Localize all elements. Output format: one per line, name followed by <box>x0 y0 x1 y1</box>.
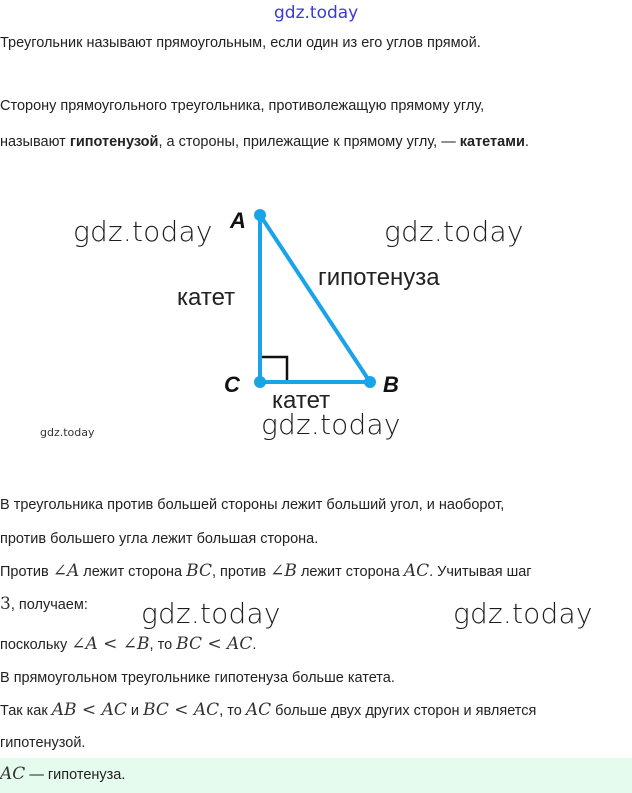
math-side-bc: BC <box>186 561 212 581</box>
math-ab-lt-ac: AB < AC <box>51 700 127 720</box>
answer-box <box>0 758 632 793</box>
watermark: gdz.today <box>73 215 213 248</box>
math-angle-a: ∠A <box>52 561 80 581</box>
watermark: gdz.today <box>384 215 524 248</box>
text-fragment: больше двух других сторон и является <box>271 703 537 719</box>
math-angle-compare: ∠A < ∠B <box>71 634 150 654</box>
solution-line-2: против большего угла лежит большая сторона. <box>0 531 319 547</box>
solution-line-3 <box>0 561 532 581</box>
math-side-compare: BC < AC <box>176 634 253 654</box>
watermark: gdz.today <box>261 408 401 441</box>
definition-line-2: Сторону прямоугольного треугольника, противолежащую прямому углу, <box>0 98 485 114</box>
text-fragment: называют <box>0 134 70 150</box>
text-fragment: Так как <box>0 703 52 719</box>
answer-text <box>0 764 125 784</box>
triangle-shape <box>254 209 376 388</box>
solution-line-1: В треугольника против большей стороны лежит больший угол, и наоборот, <box>0 497 505 513</box>
leg-vertical-label: катет <box>177 284 236 311</box>
hypotenuse-label: гипотенуза <box>318 264 440 291</box>
solution-line-4 <box>0 594 88 614</box>
vertex-b-label: B <box>383 372 399 397</box>
text-fragment: , то <box>149 637 177 653</box>
watermark-top: gdz.today <box>274 3 359 23</box>
watermark: gdz.today <box>453 597 593 630</box>
text-fragment: — гипотенуза. <box>25 767 126 783</box>
vertex-c-point <box>254 376 266 388</box>
right-angle-mark <box>262 357 287 380</box>
text-fragment: и <box>126 703 144 719</box>
vertex-a-label: A <box>230 208 246 233</box>
vertex-a-point <box>254 209 266 221</box>
math-bc-lt-ac: BC < AC <box>143 700 220 720</box>
text-fragment: , получаем: <box>10 597 88 613</box>
text-fragment: поскольку <box>0 637 72 653</box>
text-fragment: , против <box>211 564 271 580</box>
solution-line-5 <box>0 634 256 654</box>
definition-line-3 <box>0 134 529 150</box>
watermark: gdz.today <box>141 597 281 630</box>
math-side-ac: AC <box>245 700 272 720</box>
math-angle-b: ∠B <box>270 561 297 581</box>
text-fragment: лежит сторона <box>79 564 187 580</box>
text-fragment: , а стороны, прилежащие к прямому углу, — <box>158 134 460 150</box>
text-fragment: . <box>524 134 529 150</box>
text-fragment: . <box>252 637 257 653</box>
watermark-small: gdz.today <box>40 426 95 439</box>
solution-line-8: гипотенузой. <box>0 735 86 751</box>
vertex-c-label: C <box>224 372 240 397</box>
leg-horizontal-label: катет <box>272 387 331 414</box>
text-fragment: , то <box>219 703 246 719</box>
vertex-b-point <box>364 376 376 388</box>
solution-line-7 <box>0 700 536 720</box>
text-fragment: лежит сторона <box>296 564 404 580</box>
math-side-ac: AC <box>403 561 430 581</box>
math-answer-side: AC <box>0 764 26 784</box>
math-step-number: 3 <box>0 594 11 614</box>
text-fragment: . Учитывая шаг <box>429 564 532 580</box>
text-fragment: Против <box>0 564 53 580</box>
term-legs: катетами <box>459 134 525 150</box>
solution-line-6: В прямоугольном треугольнике гипотенуза больше катета. <box>0 670 395 686</box>
definition-line-1: Треугольник называют прямоугольным, если один из его углов прямой. <box>0 35 481 51</box>
term-hypotenuse: гипотенузой <box>69 134 159 150</box>
